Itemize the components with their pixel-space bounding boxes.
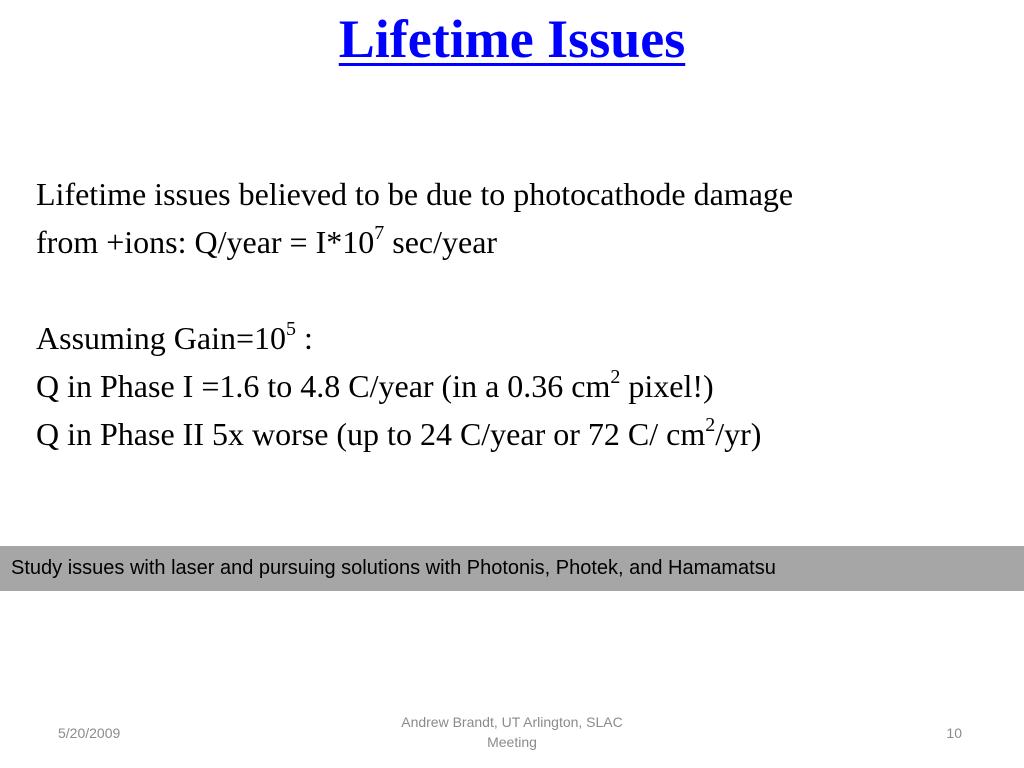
body-line-5: Q in Phase II 5x worse (up to 24 C/year or 72 C/ $cm^2/yr$)	[36, 414, 762, 452]
footer-date: 5/20/2009	[58, 725, 121, 741]
body-line-2: from +ions: Q/year = $I*10^7$ sec/year	[36, 222, 498, 260]
slide-title: Lifetime Issues	[338, 9, 686, 69]
footer-author-line-2: Meeting	[487, 734, 537, 750]
body-line-3: Assuming $Gain=10^5$ :	[36, 318, 313, 356]
slide-body	[36, 170, 1006, 458]
study-banner: Study issues with laser and pursuing solutions with Photonis, Photek, and Hamamatsu	[0, 546, 1024, 591]
footer-author	[362, 712, 662, 752]
body-line-4: Q in Phase I =1.6 to 4.8 C/year (in a 0.36 $cm^2$ pixel!)	[36, 366, 714, 404]
body-line-1: Lifetime issues believed to be due to photocathode damage	[36, 176, 794, 212]
footer-author-line-1: Andrew Brandt, UT Arlington, SLAC	[401, 714, 623, 730]
footer-page-number: 10	[946, 725, 962, 741]
body-spacer	[36, 266, 1006, 314]
